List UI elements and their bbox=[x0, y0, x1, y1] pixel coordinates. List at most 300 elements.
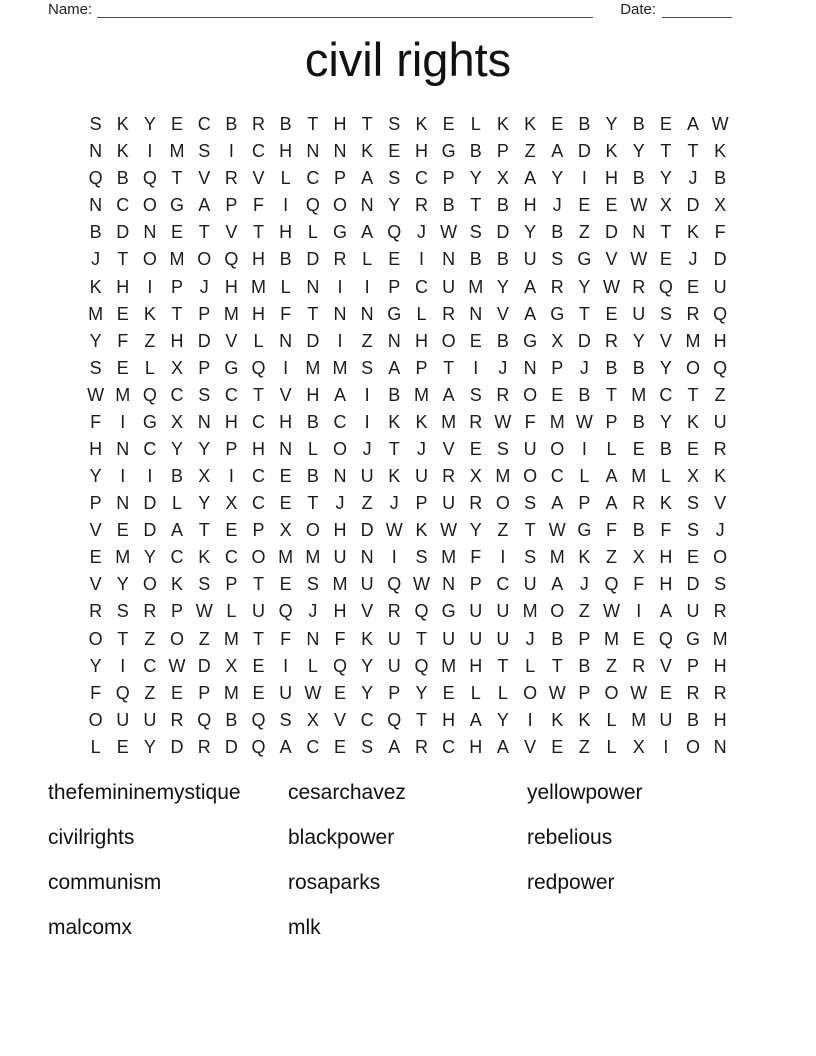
grid-letter: H bbox=[252, 438, 266, 459]
grid-letter: T bbox=[551, 655, 563, 676]
grid-letter: R bbox=[713, 682, 727, 703]
grid-letter: Z bbox=[524, 141, 536, 162]
grid-letter: M bbox=[169, 141, 185, 162]
grid-letter: V bbox=[524, 736, 537, 757]
grid-letter: S bbox=[524, 547, 537, 568]
grid-letter: F bbox=[660, 520, 672, 541]
grid-letter: N bbox=[333, 303, 347, 324]
grid-letter: E bbox=[252, 655, 265, 676]
grid-letter: A bbox=[333, 384, 346, 405]
grid-letter: V bbox=[225, 222, 238, 243]
grid-row bbox=[82, 517, 734, 544]
grid-letter: B bbox=[605, 357, 618, 378]
grid-letter: Q bbox=[658, 276, 673, 297]
grid-letter: P bbox=[171, 276, 184, 297]
grid-letter: J bbox=[715, 520, 725, 541]
grid-letter: I bbox=[636, 601, 642, 622]
grid-letter: A bbox=[524, 303, 537, 324]
grid-letter: T bbox=[171, 168, 183, 189]
grid-letter: U bbox=[442, 276, 456, 297]
grid-letter: Q bbox=[713, 303, 728, 324]
grid-letter: D bbox=[116, 222, 130, 243]
grid-letter: N bbox=[116, 438, 130, 459]
grid-letter: H bbox=[469, 736, 483, 757]
grid-letter: E bbox=[659, 114, 672, 135]
grid-letter: M bbox=[549, 547, 565, 568]
grid-row bbox=[82, 355, 734, 382]
grid-letter: K bbox=[659, 493, 672, 514]
grid-letter: D bbox=[686, 574, 700, 595]
grid-letter: E bbox=[116, 736, 129, 757]
grid-letter: G bbox=[170, 195, 185, 216]
grid-letter: J bbox=[389, 493, 399, 514]
grid-letter: Z bbox=[578, 736, 590, 757]
grid-letter: Y bbox=[496, 709, 509, 730]
word-item: civilrights bbox=[48, 826, 135, 850]
grid-letter: Z bbox=[578, 601, 590, 622]
grid-letter: A bbox=[659, 601, 672, 622]
word-item: mlk bbox=[288, 915, 321, 939]
grid-letter: N bbox=[197, 411, 211, 432]
grid-letter: E bbox=[388, 249, 401, 270]
grid-letter: O bbox=[332, 195, 347, 216]
grid-letter: T bbox=[443, 357, 455, 378]
grid-letter: C bbox=[252, 493, 266, 514]
grid-letter: O bbox=[495, 493, 510, 514]
grid-letter: Q bbox=[88, 168, 103, 189]
grid-row bbox=[82, 219, 734, 246]
grid-letter: I bbox=[120, 411, 126, 432]
grid-letter: K bbox=[578, 547, 591, 568]
grid-letter: H bbox=[279, 411, 293, 432]
grid-letter: F bbox=[117, 330, 129, 351]
grid-letter: R bbox=[686, 303, 700, 324]
grid-letter: G bbox=[577, 249, 592, 270]
grid-letter: W bbox=[575, 411, 593, 432]
grid-letter: I bbox=[147, 141, 153, 162]
grid-letter: F bbox=[90, 411, 102, 432]
grid-letter: Q bbox=[115, 682, 130, 703]
grid-letter: Z bbox=[714, 384, 726, 405]
grid-letter: U bbox=[360, 466, 374, 487]
grid-row bbox=[82, 436, 734, 463]
grid-letter: N bbox=[387, 330, 401, 351]
grid-letter: L bbox=[226, 601, 237, 622]
grid-letter: J bbox=[199, 276, 209, 297]
grid-letter: D bbox=[197, 330, 211, 351]
grid-row bbox=[82, 571, 734, 598]
grid-letter: S bbox=[279, 709, 292, 730]
grid-row bbox=[82, 192, 734, 219]
grid-letter: E bbox=[171, 682, 184, 703]
grid-letter: S bbox=[659, 303, 672, 324]
grid-letter: W bbox=[168, 655, 186, 676]
word-list bbox=[0, 771, 816, 950]
grid-letter: C bbox=[360, 709, 374, 730]
grid-letter: R bbox=[469, 493, 483, 514]
grid-letter: K bbox=[89, 276, 102, 297]
grid-letter: K bbox=[605, 141, 618, 162]
grid-letter: B bbox=[496, 249, 509, 270]
grid-letter: J bbox=[552, 195, 562, 216]
grid-letter: V bbox=[659, 330, 672, 351]
grid-letter: A bbox=[198, 195, 211, 216]
grid-letter: N bbox=[333, 466, 347, 487]
grid-letter: E bbox=[252, 682, 265, 703]
grid-letter: I bbox=[147, 466, 153, 487]
grid-letter: U bbox=[686, 601, 700, 622]
grid-letter: Z bbox=[144, 628, 156, 649]
grid-letter: Y bbox=[143, 736, 156, 757]
grid-letter: B bbox=[659, 438, 672, 459]
grid-letter: T bbox=[415, 628, 427, 649]
word-item: blackpower bbox=[288, 826, 395, 850]
grid-letter: P bbox=[605, 411, 618, 432]
grid-letter: H bbox=[333, 601, 347, 622]
grid-letter: X bbox=[496, 168, 509, 189]
grid-letter: Y bbox=[89, 655, 102, 676]
grid-letter: J bbox=[688, 249, 698, 270]
grid-letter: J bbox=[91, 249, 101, 270]
grid-letter: U bbox=[632, 303, 646, 324]
grid-letter: E bbox=[116, 303, 129, 324]
grid-letter: S bbox=[89, 114, 102, 135]
grid-letter: A bbox=[524, 168, 537, 189]
grid-letter: M bbox=[604, 628, 620, 649]
grid-letter: O bbox=[686, 357, 701, 378]
grid-letter: H bbox=[279, 141, 293, 162]
grid-letter: C bbox=[143, 438, 157, 459]
grid-letter: P bbox=[415, 357, 428, 378]
grid-letter: R bbox=[414, 195, 428, 216]
grid-letter: V bbox=[198, 168, 211, 189]
grid-letter: M bbox=[631, 384, 647, 405]
grid-letter: Y bbox=[659, 411, 672, 432]
grid-letter: I bbox=[228, 466, 234, 487]
grid-letter: I bbox=[500, 547, 506, 568]
grid-letter: M bbox=[332, 357, 348, 378]
grid-letter: M bbox=[115, 384, 131, 405]
grid-letter: P bbox=[578, 682, 591, 703]
grid-letter: A bbox=[361, 168, 374, 189]
grid-letter: E bbox=[279, 574, 292, 595]
grid-letter: H bbox=[605, 168, 619, 189]
grid-letter: H bbox=[279, 222, 293, 243]
grid-letter: P bbox=[225, 438, 238, 459]
grid-letter: K bbox=[524, 114, 537, 135]
grid-letter: V bbox=[361, 601, 374, 622]
word-item: yellowpower bbox=[527, 781, 643, 805]
grid-letter: U bbox=[442, 493, 456, 514]
grid-letter: Z bbox=[144, 682, 156, 703]
grid-letter: Y bbox=[469, 520, 482, 541]
grid-letter: M bbox=[441, 411, 457, 432]
grid-letter: A bbox=[361, 222, 374, 243]
grid-letter: Y bbox=[198, 438, 211, 459]
grid-letter: P bbox=[89, 493, 102, 514]
grid-letter: E bbox=[171, 114, 184, 135]
grid-letter: T bbox=[470, 195, 482, 216]
grid-letter: Y bbox=[116, 574, 129, 595]
grid-letter: S bbox=[551, 249, 564, 270]
grid-letter: O bbox=[550, 601, 565, 622]
grid-letter: P bbox=[198, 357, 211, 378]
grid-letter: D bbox=[143, 493, 157, 514]
grid-letter: J bbox=[308, 601, 318, 622]
grid-letter: H bbox=[224, 276, 238, 297]
grid-letter: F bbox=[280, 303, 292, 324]
grid-letter: I bbox=[120, 655, 126, 676]
word-item: cesarchavez bbox=[288, 781, 406, 805]
grid-letter: V bbox=[442, 438, 455, 459]
grid-letter: T bbox=[687, 141, 699, 162]
grid-letter: B bbox=[225, 114, 238, 135]
grid-letter: Y bbox=[469, 168, 482, 189]
grid-letter: M bbox=[115, 547, 131, 568]
grid-row bbox=[82, 111, 734, 138]
grid-letter: S bbox=[361, 357, 374, 378]
grid-letter: O bbox=[713, 547, 728, 568]
grid-letter: N bbox=[442, 249, 456, 270]
grid-letter: R bbox=[713, 438, 727, 459]
grid-letter: U bbox=[360, 574, 374, 595]
grid-letter: V bbox=[333, 709, 346, 730]
grid-letter: W bbox=[440, 222, 458, 243]
grid-letter: U bbox=[496, 628, 510, 649]
grid-letter: X bbox=[171, 357, 184, 378]
grid-letter: T bbox=[361, 114, 373, 135]
grid-letter: N bbox=[143, 222, 157, 243]
grid-letter: G bbox=[224, 357, 239, 378]
grid-letter: C bbox=[224, 547, 238, 568]
grid-letter: C bbox=[333, 411, 347, 432]
word-item: rosaparks bbox=[288, 870, 381, 894]
grid-letter: T bbox=[660, 141, 672, 162]
grid-letter: L bbox=[253, 330, 264, 351]
grid-letter: T bbox=[660, 222, 672, 243]
grid-letter: D bbox=[713, 249, 727, 270]
grid-letter: K bbox=[388, 411, 401, 432]
grid-letter: T bbox=[198, 520, 210, 541]
grid-letter: V bbox=[659, 655, 672, 676]
grid-letter: U bbox=[252, 601, 266, 622]
grid-letter: R bbox=[632, 276, 646, 297]
grid-letter: I bbox=[473, 357, 479, 378]
grid-letter: N bbox=[306, 628, 320, 649]
grid-letter: U bbox=[469, 601, 483, 622]
grid-letter: E bbox=[279, 493, 292, 514]
grid-letter: S bbox=[687, 520, 700, 541]
grid-letter: C bbox=[306, 168, 320, 189]
grid-letter: J bbox=[579, 357, 589, 378]
grid-letter: E bbox=[279, 466, 292, 487]
grid-letter: R bbox=[252, 114, 266, 135]
grid-row bbox=[82, 625, 734, 652]
grid-letter: U bbox=[523, 574, 537, 595]
grid-letter: B bbox=[469, 249, 482, 270]
grid-letter: W bbox=[711, 114, 729, 135]
grid-letter: W bbox=[304, 682, 322, 703]
grid-letter: A bbox=[469, 709, 482, 730]
grid-letter: G bbox=[550, 303, 565, 324]
grid-letter: U bbox=[523, 249, 537, 270]
grid-letter: X bbox=[632, 547, 645, 568]
grid-letter: P bbox=[496, 141, 509, 162]
grid-letter: Y bbox=[496, 276, 509, 297]
grid-letter: D bbox=[577, 141, 591, 162]
grid-letter: B bbox=[469, 141, 482, 162]
grid-letter: R bbox=[387, 601, 401, 622]
grid-letter: L bbox=[606, 709, 617, 730]
grid-letter: T bbox=[307, 303, 319, 324]
grid-letter: S bbox=[469, 384, 482, 405]
grid-letter: R bbox=[224, 168, 238, 189]
grid-letter: M bbox=[441, 547, 457, 568]
grid-letter: N bbox=[360, 195, 374, 216]
grid-letter: I bbox=[147, 276, 153, 297]
grid-letter: A bbox=[551, 141, 564, 162]
grid-letter: Y bbox=[361, 655, 374, 676]
grid-letter: Q bbox=[387, 574, 402, 595]
grid-letter: P bbox=[551, 357, 564, 378]
grid-letter: Z bbox=[198, 628, 210, 649]
grid-letter: U bbox=[333, 547, 347, 568]
grid-letter: P bbox=[388, 682, 401, 703]
grid-letter: H bbox=[333, 114, 347, 135]
grid-letter: Q bbox=[251, 709, 266, 730]
grid-letter: L bbox=[307, 655, 318, 676]
word-list-column bbox=[527, 771, 776, 950]
grid-letter: K bbox=[714, 141, 727, 162]
grid-letter: Y bbox=[632, 141, 645, 162]
grid-letter: E bbox=[632, 438, 645, 459]
grid-letter: Z bbox=[361, 493, 373, 514]
grid-letter: L bbox=[660, 466, 671, 487]
grid-letter: P bbox=[198, 682, 211, 703]
grid-letter: M bbox=[522, 601, 538, 622]
grid-letter: S bbox=[198, 574, 211, 595]
grid-letter: V bbox=[89, 574, 102, 595]
grid-letter: E bbox=[578, 195, 591, 216]
grid-letter: L bbox=[144, 357, 155, 378]
grid-letter: N bbox=[306, 276, 320, 297]
grid-letter: X bbox=[469, 466, 482, 487]
grid-letter: U bbox=[713, 276, 727, 297]
grid-letter: W bbox=[630, 195, 648, 216]
grid-letter: I bbox=[418, 249, 424, 270]
word-list-column bbox=[48, 771, 288, 950]
grid-letter: P bbox=[171, 601, 184, 622]
grid-letter: B bbox=[496, 330, 509, 351]
grid-letter: F bbox=[334, 628, 346, 649]
grid-letter: R bbox=[632, 655, 646, 676]
grid-letter: K bbox=[361, 628, 374, 649]
grid-letter: K bbox=[116, 141, 129, 162]
grid-letter: S bbox=[198, 141, 211, 162]
grid-letter: O bbox=[197, 249, 212, 270]
grid-letter: U bbox=[469, 628, 483, 649]
grid-letter: P bbox=[333, 168, 346, 189]
grid-letter: C bbox=[224, 384, 238, 405]
grid-letter: N bbox=[523, 357, 537, 378]
grid-letter: E bbox=[442, 114, 455, 135]
grid-letter: M bbox=[413, 384, 429, 405]
grid-letter: Q bbox=[278, 601, 293, 622]
grid-letter: S bbox=[469, 222, 482, 243]
grid-letter: U bbox=[442, 628, 456, 649]
grid-letter: E bbox=[116, 520, 129, 541]
grid-letter: K bbox=[388, 466, 401, 487]
grid-letter: T bbox=[578, 303, 590, 324]
grid-letter: I bbox=[581, 168, 587, 189]
grid-letter: G bbox=[387, 303, 402, 324]
grid-letter: E bbox=[687, 438, 700, 459]
grid-letter: T bbox=[253, 384, 265, 405]
grid-letter: H bbox=[224, 411, 238, 432]
grid-row bbox=[82, 653, 734, 680]
grid-row bbox=[82, 301, 734, 328]
grid-letter: B bbox=[116, 168, 129, 189]
word-item: thefemininemystique bbox=[48, 781, 241, 805]
grid-letter: B bbox=[632, 114, 645, 135]
grid-letter: Z bbox=[497, 520, 509, 541]
grid-row bbox=[82, 409, 734, 436]
grid-letter: R bbox=[442, 303, 456, 324]
grid-letter: J bbox=[362, 438, 372, 459]
grid-letter: G bbox=[142, 411, 157, 432]
grid-letter: N bbox=[469, 303, 483, 324]
grid-letter: O bbox=[332, 438, 347, 459]
grid-letter: M bbox=[685, 330, 701, 351]
grid-letter: S bbox=[496, 438, 509, 459]
grid-letter: M bbox=[88, 303, 104, 324]
grid-letter: H bbox=[252, 249, 266, 270]
grid-row bbox=[82, 165, 734, 192]
grid-letter: O bbox=[142, 195, 157, 216]
grid-letter: E bbox=[551, 114, 564, 135]
grid-letter: H bbox=[442, 709, 456, 730]
grid-letter: N bbox=[360, 303, 374, 324]
grid-letter: C bbox=[252, 141, 266, 162]
grid-letter: T bbox=[415, 709, 427, 730]
grid-letter: W bbox=[494, 411, 512, 432]
grid-letter: X bbox=[279, 520, 292, 541]
grid-letter: Q bbox=[224, 249, 239, 270]
grid-letter: T bbox=[524, 520, 536, 541]
grid-letter: B bbox=[632, 520, 645, 541]
grid-letter: K bbox=[361, 141, 374, 162]
grid-letter: H bbox=[469, 655, 483, 676]
grid-letter: B bbox=[496, 195, 509, 216]
grid-letter: C bbox=[496, 574, 510, 595]
grid-letter: T bbox=[253, 574, 265, 595]
grid-letter: Q bbox=[387, 222, 402, 243]
grid-letter: H bbox=[713, 709, 727, 730]
grid-letter: H bbox=[252, 303, 266, 324]
grid-letter: S bbox=[524, 493, 537, 514]
grid-letter: D bbox=[170, 736, 184, 757]
grid-letter: Y bbox=[632, 330, 645, 351]
grid-letter: Y bbox=[605, 114, 618, 135]
grid-letter: T bbox=[307, 114, 319, 135]
grid-letter: K bbox=[198, 547, 211, 568]
grid-letter: P bbox=[252, 520, 265, 541]
grid-letter: Q bbox=[142, 384, 157, 405]
grid-letter: A bbox=[551, 493, 564, 514]
grid-letter: E bbox=[171, 222, 184, 243]
grid-letter: O bbox=[604, 682, 619, 703]
word-item: redpower bbox=[527, 870, 615, 894]
